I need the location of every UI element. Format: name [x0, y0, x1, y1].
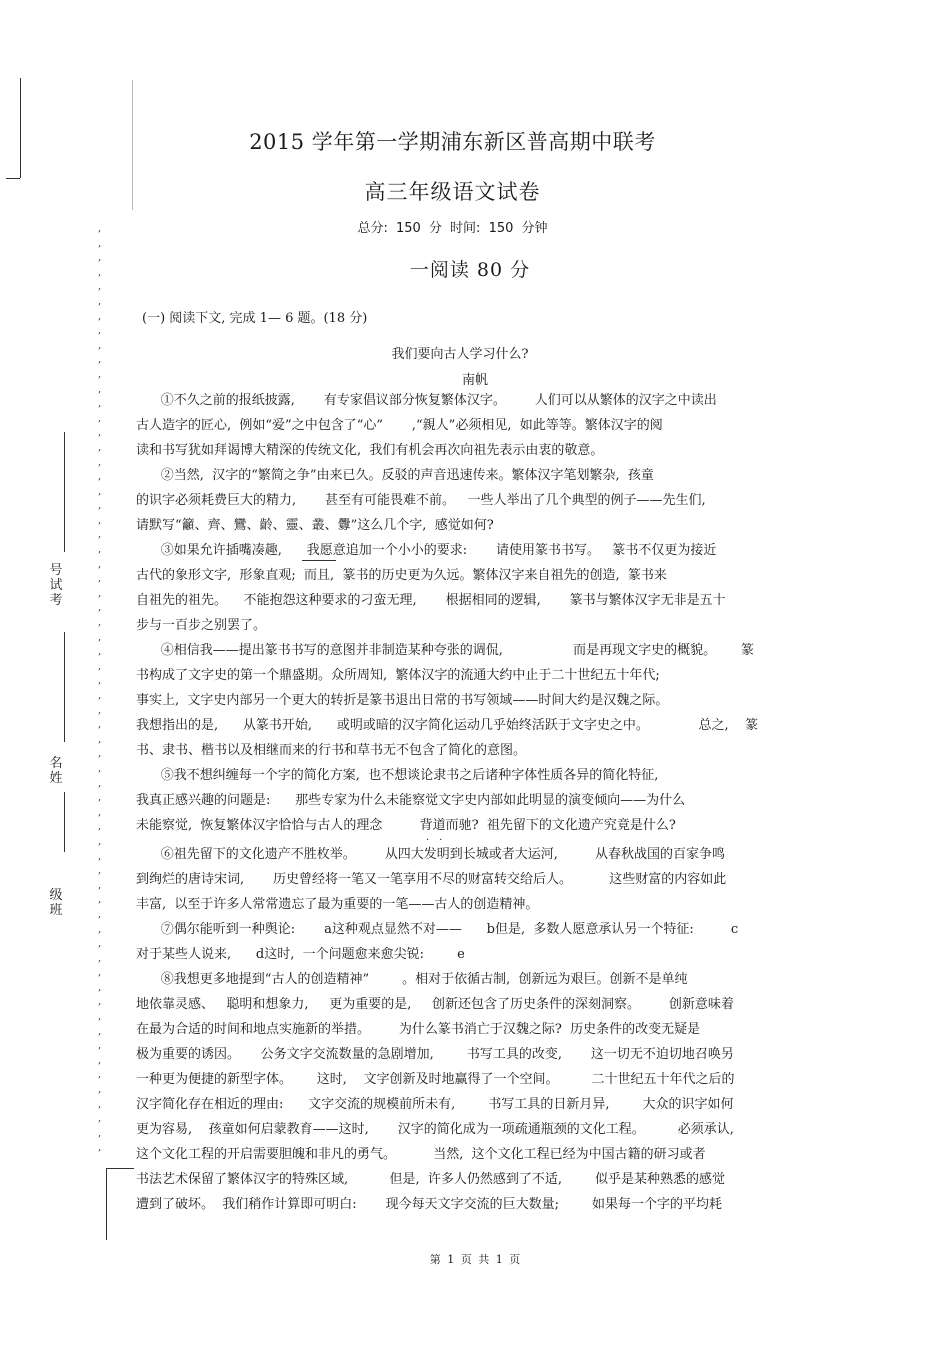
class-label: 级班: [49, 888, 63, 918]
article-line: 我真正感兴趣的问题是: 那些专家为什么未能察觉文字史内部如此明显的演变倾向——为什么: [136, 793, 686, 808]
article-line: 对于某些人说来, d这时, 一个问题愈来愈尖锐: e: [136, 947, 465, 962]
margin-line-2: [64, 632, 65, 742]
article-line: 书法艺术保留了繁体汉字的特殊区域, 但是, 许多人仍然感到了不适, 似乎是某种熟悉的感觉: [136, 1172, 726, 1187]
article-line: 的识字必须耗费巨大的精力, 甚至有可能畏难不前。 一些人举出了几个典型的例子——先生们,: [136, 493, 706, 508]
article-line: 步与一百步之别罢了。: [136, 618, 267, 633]
article-author: 南帆: [461, 373, 488, 388]
binding-dots: , , , , , , , , , , , , , , , , , , , , , , , , , , , , , , , , , , , , , , , , , , , , , , , , , , , , , , , , , , , , , , , ,: [98, 223, 102, 1154]
article-line: 事实上, 文字史内部另一个更大的转折是篆书退出日常的书写领域——时间大约是汉魏之际。: [136, 693, 669, 708]
section-title: 一阅读 80 分: [409, 259, 531, 281]
article-line: ⑤我不想纠缠每一个字的简化方案, 也不想谈论隶书之后诸种字体性质各异的简化特征,: [136, 768, 659, 783]
article-line: 更为容易, 孩童如何启蒙教育——这时, 汉字的简化成为一项疏通瓶颈的文化工程。 必须承认,: [136, 1122, 734, 1137]
article-line: ③如果允许插嘴凑趣, 我愿意追加一个小小的要求: 请使用篆书书写。 篆书不仅更为接近: [136, 543, 717, 558]
underline-mark: [302, 560, 336, 561]
article-line: 书、隶书、楷书以及相继而来的行书和草书无不包含了简化的意图。: [136, 743, 527, 758]
article-line: 古代的象形文字, 形象直观; 而且, 篆书的历史更为久远。繁体汉字来自祖先的创造, 篆书来: [136, 568, 667, 583]
exam-subtitle: 高三年级语文试卷: [364, 180, 541, 204]
margin-bottom-tick: [106, 1168, 134, 1169]
question-intro: (一) 阅读下文, 完成 1— 6 题。(18 分): [142, 311, 368, 326]
article-line: 未能察觉, 恢复繁体汉字恰恰与古人的理念 背道而驰? 祖先留下的文化遗产究竟是什么?: [136, 818, 676, 833]
exam-number-label: 号试考: [49, 563, 63, 608]
article-line: 遭到了破坏。 我们稍作计算即可明白: 现今每天文字交流的巨大数量; 如果每一个字的平均耗: [136, 1197, 723, 1212]
article-line: 这个文化工程的开启需要胆魄和非凡的勇气。 当然, 这个文化工程已经为中国古籍的研习或者: [136, 1147, 706, 1162]
article-line: 一种更为便捷的新型字体。 这时, 文字创新及时地赢得了一个空间。 二十世纪五十年代之后的: [136, 1072, 735, 1087]
exam-meta: 总分: 150 分 时间: 150 分钟: [357, 221, 548, 236]
name-label: 名姓: [49, 756, 63, 786]
article-line: ⑥祖先留下的文化遗产不胜枚举。 从四大发明到长城或者大运河, 从春秋战国的百家争鸣: [136, 847, 726, 862]
article-line: ⑦偶尔能听到一种舆论: a这种观点显然不对—— b但是, 多数人愿意承认另一个特征: c: [136, 922, 739, 937]
article-line: 地依靠灵感、 聪明和想象力, 更为重要的是, 创新还包含了历史条件的深刻洞察。 创新意味着: [136, 997, 734, 1012]
emphasis-dots: ..: [426, 832, 453, 843]
article-line: 书构成了文字史的第一个鼎盛期。众所周知, 繁体汉字的流通大约中止于二十世纪五十年代;: [136, 668, 660, 683]
article-line: 请默写“籲、齊、鸞、齡、靈、叢、釁”这么几个字, 感觉如何?: [136, 518, 494, 533]
article-line: 到绚烂的唐诗宋词, 历史曾经将一笔又一笔享用不尽的财富转交给后人。 这些财富的内容如此: [136, 872, 727, 887]
page-footer: 第 1 页 共 1 页: [429, 1253, 521, 1266]
margin-bottom-line: [106, 1168, 107, 1240]
article-line: 汉字简化存在相近的理由: 文字交流的规模前所未有, 书写工具的日新月异, 大众的识字如何: [136, 1097, 734, 1112]
margin-line-3: [64, 792, 65, 852]
article-line: 自祖先的祖先。 不能抱怨这种要求的刁蛮无理, 根据相同的逻辑, 篆书与繁体汉字无非是五十: [136, 593, 726, 608]
article-line: 读和书写犹如拜谒博大精深的传统文化, 我们有机会再次向祖先表示由衷的敬意。: [136, 443, 604, 458]
article-line: 极为重要的诱因。 公务文字交流数量的急剧增加, 书写工具的改变, 这一切无不迫切地召唤另: [136, 1047, 734, 1062]
article-line: 我想指出的是, 从篆书开始, 或明或暗的汉字简化运动几乎始终活跃于文字史之中。 总之, 篆: [136, 718, 759, 733]
article-line: 古人造字的匠心, 例如“爱”之中包含了“心” ,“親人”必须相见, 如此等等。繁体汉字的阅: [136, 418, 663, 433]
article-title: 我们要向古人学习什么?: [391, 347, 529, 362]
article-line: ④相信我——提出篆书书写的意图并非制造某种夸张的调侃, 而是再现文字史的概貌。 篆: [136, 643, 754, 658]
article-line: 在最为合适的时间和地点实施新的举措。 为什么篆书消亡于汉魏之际? 历史条件的改变无疑是: [136, 1022, 701, 1037]
article-line: ①不久之前的报纸披露, 有专家倡议部分恢复繁体汉字。 人们可以从繁体的汉字之中读出: [136, 393, 717, 408]
exam-title: 2015 学年第一学期浦东新区普高期中联考: [249, 130, 656, 154]
article-line: ⑧我想更多地提到“古人的创造精神” 。相对于依循古制, 创新远为艰巨。创新不是单纯: [136, 972, 688, 987]
article-line: 丰富, 以至于许多人常常遗忘了最为重要的一笔——古人的创造精神。: [136, 897, 539, 912]
article-line: ②当然, 汉字的“繁简之争”由来已久。反驳的声音迅速传来。繁体汉字笔划繁杂, 孩童: [136, 468, 654, 483]
margin-line-1: [64, 432, 65, 552]
